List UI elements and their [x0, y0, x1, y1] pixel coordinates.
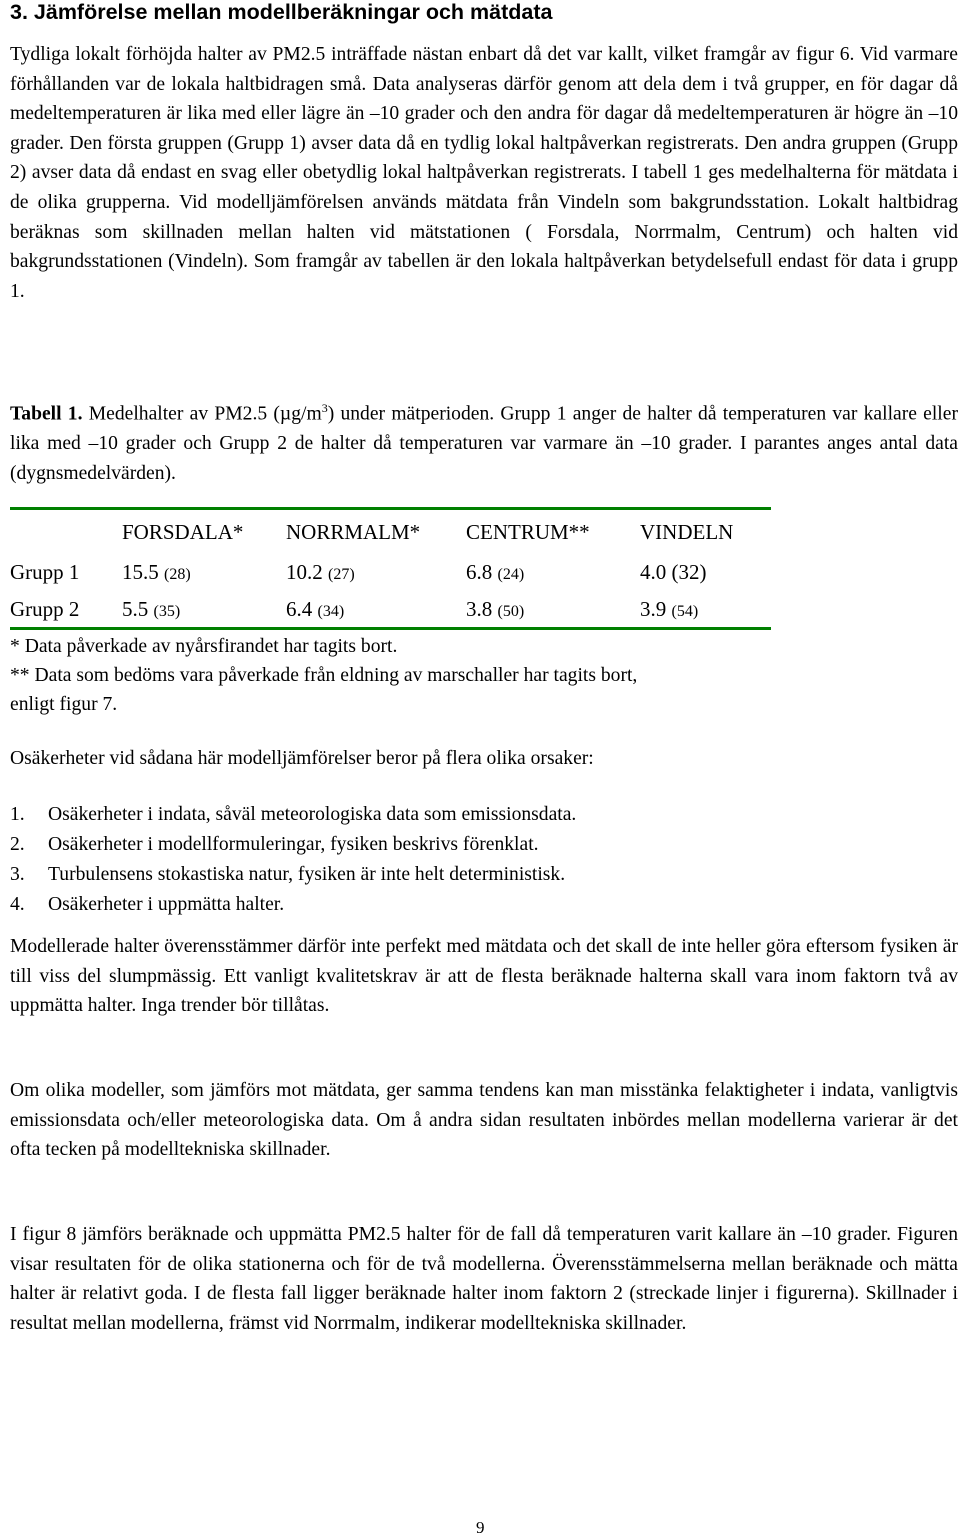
- table-footnote-1: * Data påverkade av nyårsfirandet har tagits bort.: [10, 636, 398, 657]
- list-item: [10, 860, 565, 890]
- table-bottom-rule: [10, 627, 771, 630]
- list-item-text: Osäkerheter i indata, såväl meteorologiska data som emissionsdata.: [48, 804, 577, 825]
- table-cell: [122, 596, 180, 625]
- cell-count: (28): [164, 566, 191, 583]
- list-item-number: 2.: [10, 834, 25, 855]
- paragraph-model-comparison: Om olika modeller, som jämförs mot mätdata, ger samma tendens kan man misstänka felaktigheter i indata, vanligtvis emissionsdata och/eller meteorologiska data. Om å andra sidan resultaten inbördes mellan modellerna varierar är det ofta tecken på modelltekniska skillnader.: [10, 1080, 958, 1161]
- list-item: [10, 890, 284, 920]
- cell-value: 5.5: [122, 597, 149, 621]
- cell-value: 3.9: [640, 597, 667, 621]
- list-item-text: Turbulensens stokastiska natur, fysiken är inte helt deterministisk.: [48, 864, 566, 885]
- cell-count: (27): [328, 566, 355, 583]
- table-header-norrmalm: NORRMALM*: [286, 520, 421, 544]
- cell-value: 15.5: [122, 560, 159, 584]
- table-cell: [466, 596, 524, 625]
- paragraph-intro: Tydliga lokalt förhöjda halter av PM2.5 inträffade nästan enbart då det var kallt, vilket framgår av figur 6. Vid varmare förhållanden var de lokala haltbidragen små. Data analyseras därför genom att dela dem i två grupper, en för dagar då medeltemperaturen är lika med eller lägre än –10 grader och den andra för dagar då medeltemperaturen är högre än –10 grader. Den första gruppen (Grupp 1) avser data då en tydlig lokal haltpåverkan registrerats. Den andra gruppen (Grupp 2) avser data då endast en svag eller obetydlig lokal haltpåverkan registrerats. I tabell 1 ges medelhalterna för mätdata i de olika grupperna. Vid modelljämförelsen används mätdata från Vindeln som bakgrundsstation. Lokalt haltbidrag beräknas som skillnaden mellan halten vid mätstationen ( Forsdala, Norrmalm, Centrum) och halten vid bakgrundsstationen (Vindeln). Som framgår av tabellen är den lokala haltpåverkan betydelsefull endast för data i grupp 1.: [10, 44, 958, 302]
- table-top-rule: [10, 507, 771, 510]
- cell-value: 3.8: [466, 597, 493, 621]
- paragraph-model-quality: Modellerade halter överensstämmer därför inte perfekt med mätdata och det skall de inte heller göra eftersom fysiken är till viss del slumpmässig. Ett vanligt kvalitetskrav är att de flesta beräknade halterna skall vara inom faktorn två av uppmätta halter. Inga trender bör tillåtas.: [10, 936, 958, 1017]
- table-cell: [286, 559, 355, 588]
- list-item-text: Osäkerheter i modellformuleringar, fysiken beskrivs förenklat.: [48, 834, 539, 855]
- cell-count: (35): [153, 603, 181, 620]
- cell-value: 10.2: [286, 560, 323, 584]
- table-cell: [466, 559, 524, 588]
- list-item-number: 4.: [10, 894, 25, 915]
- list-item-number: 3.: [10, 864, 25, 885]
- table-row-label-grupp1: Grupp 1: [10, 560, 80, 584]
- table-caption: [10, 394, 958, 489]
- paragraph-uncertainties-intro: Osäkerheter vid sådana här modelljämförelser beror på flera olika orsaker:: [10, 748, 594, 769]
- list-item-text: Osäkerheter i uppmätta halter.: [48, 894, 285, 915]
- table-caption-sup: 3: [321, 401, 328, 415]
- table-footnote-2-cont: enligt figur 7.: [10, 694, 118, 715]
- cell-count: (54): [671, 603, 699, 620]
- cell-count: (24): [497, 566, 525, 583]
- table-cell: [640, 559, 707, 585]
- list-item-number: 1.: [10, 804, 25, 825]
- page-number: 9: [476, 1518, 485, 1537]
- table-header-centrum: CENTRUM**: [466, 520, 590, 544]
- table-row-label-grupp2: Grupp 2: [10, 597, 80, 621]
- cell-value: 6.8: [466, 560, 493, 584]
- list-item: [10, 800, 576, 830]
- table-caption-text-1: Medelhalter av PM2.5 (µg/m: [82, 403, 322, 425]
- cell-value: 6.4: [286, 597, 313, 621]
- table-cell: [640, 596, 698, 625]
- cell-value: 4.0: [640, 560, 667, 584]
- list-item: [10, 830, 539, 860]
- table-caption-label: Tabell 1.: [10, 403, 83, 425]
- table-footnote-2: ** Data som bedöms vara påverkade från eldning av marschaller har tagits bort,: [10, 665, 638, 686]
- table-header-vindeln: VINDELN: [640, 520, 734, 544]
- table-header-spacer: [10, 546, 772, 548]
- paragraph-figure-8: I figur 8 jämförs beräknade och uppmätta PM2.5 halter för de fall då temperaturen varit kallare än –10 grader. Figuren visar resultaten för de olika stationerna och för de två modellerna. Överensstämmelserna mellan beräknade och mätta halter är relativt goda. I de flesta fall ligger beräknade halter inom faktorn 2 (streckade linjer i figurerna). Skillnader i resultat mellan modellerna, främst vid Norrmalm, indikerar modelltekniska skillnader.: [10, 1224, 958, 1334]
- table-caption-text-2: ) under mätperioden. Grupp 1 anger de halter då temperaturen var kallare eller lika med –10 grader och Grupp 2 de halter då temperaturen var varmare än –10 grader. I parantes anges antal data (dygnsmedelvärden).: [10, 403, 958, 485]
- cell-count: (32): [671, 560, 707, 584]
- table-cell: [286, 596, 344, 625]
- cell-count: (34): [317, 603, 345, 620]
- section-heading: 3. Jämförelse mellan modellberäkningar och mätdata: [10, 0, 553, 24]
- table-cell: [122, 559, 191, 588]
- table-header-forsdala: FORSDALA*: [122, 520, 244, 544]
- cell-count: (50): [497, 603, 525, 620]
